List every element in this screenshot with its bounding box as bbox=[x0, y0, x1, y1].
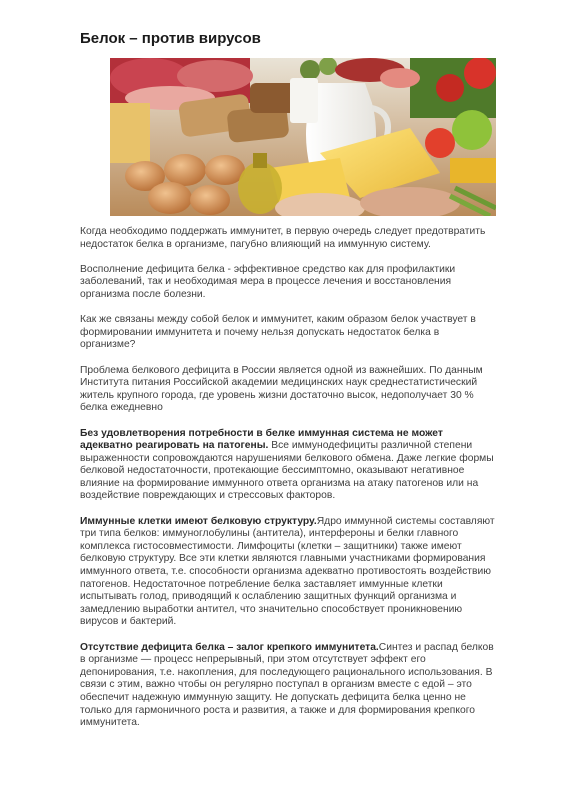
paragraph-question: Как же связаны между собой белок и иммунитет, каким образом белок участвует в формировании иммунитета и почему нельзя допускать недостаток белка в организме? bbox=[80, 314, 476, 351]
paragraph-immune-response bbox=[80, 428, 496, 504]
paragraph-strong-immunity bbox=[80, 642, 496, 730]
article-title: Белок – против вирусов bbox=[80, 30, 261, 47]
paragraph-strong-immunity-heading: Отсутствие дефицита белка – залог крепкого иммунитета. bbox=[80, 641, 379, 653]
paragraph-immune-cells-heading: Иммунные клетки имеют белковую структуру. bbox=[80, 515, 317, 527]
article-body bbox=[80, 226, 496, 742]
paragraph-immune-cells-text: Ядро иммунной системы составляют три типа белков: иммуноглобулины (антитела), интерфероны и белки главного комплекса гистосовместимости. Лимфоциты (клетки – защитники) также имеют белковую структуру. Все эти клетки являются главными участниками формирования иммунного ответа, т.е. способности организма адекватно противостоять воздействию патогенов. Недостаточное потребление белка заставляет иммунные клетки испытывать голод, приводящий к ослаблению защитных функций организма и замедлению выработки антител, что значительно способствует проникновению вирусов и бактерий. bbox=[80, 515, 495, 628]
food-photo bbox=[110, 58, 496, 216]
paragraph-immune-response-heading: Без удовлетворения потребности в белке иммунная система не может адекватно реагировать на патогены. bbox=[80, 427, 443, 452]
paragraph-russia-statistics: Проблема белкового дефицита в России является одной из важнейших. По данным Института питания Российской академии медицинских наук среднестатистический житель крупного города, где уровень жизни достаточно высок, недополучает 30 % белка ежедневно bbox=[80, 364, 483, 414]
paragraph-immune-cells bbox=[80, 516, 496, 629]
paragraph-immune-response-text: Все иммунодефициты различной степени выраженности сопровождаются нарушениями белкового обмена. Даже легкие формы белковой недостаточности, протекающие бессимптомно, оказывают негативное влияние на формирование иммунного ответа организма на атаку патогенов или на воздействие повреждающих и стрессовых факторов. bbox=[80, 440, 494, 502]
paragraph-strong-immunity-text: Синтез и распад белков в организме — процесс непрерывный, при этом отсутствует эффект его депонирования, т.е. накопления, для последующего рационального использования. В связи с этим, важно чтобы он регулярно поступал в организм вместе с едой – это обеспечит надежную иммунную защиту. Не допускать дефицита белка ценно не только для гармоничного роста и развития, а также и для формирования крепкого иммунитета. bbox=[80, 641, 494, 729]
paragraph-deficit-remedy: Восполнение дефицита белка - эффективное средство как для профилактики заболеваний, так и необходимая мера в процессе лечения и восстановления организма после болезни. bbox=[80, 263, 456, 300]
paragraph-intro: Когда необходимо поддержать иммунитет, в первую очередь следует предотвратить недостаток белка в организме, пагубно влияющий на иммунную систему. bbox=[80, 226, 486, 250]
